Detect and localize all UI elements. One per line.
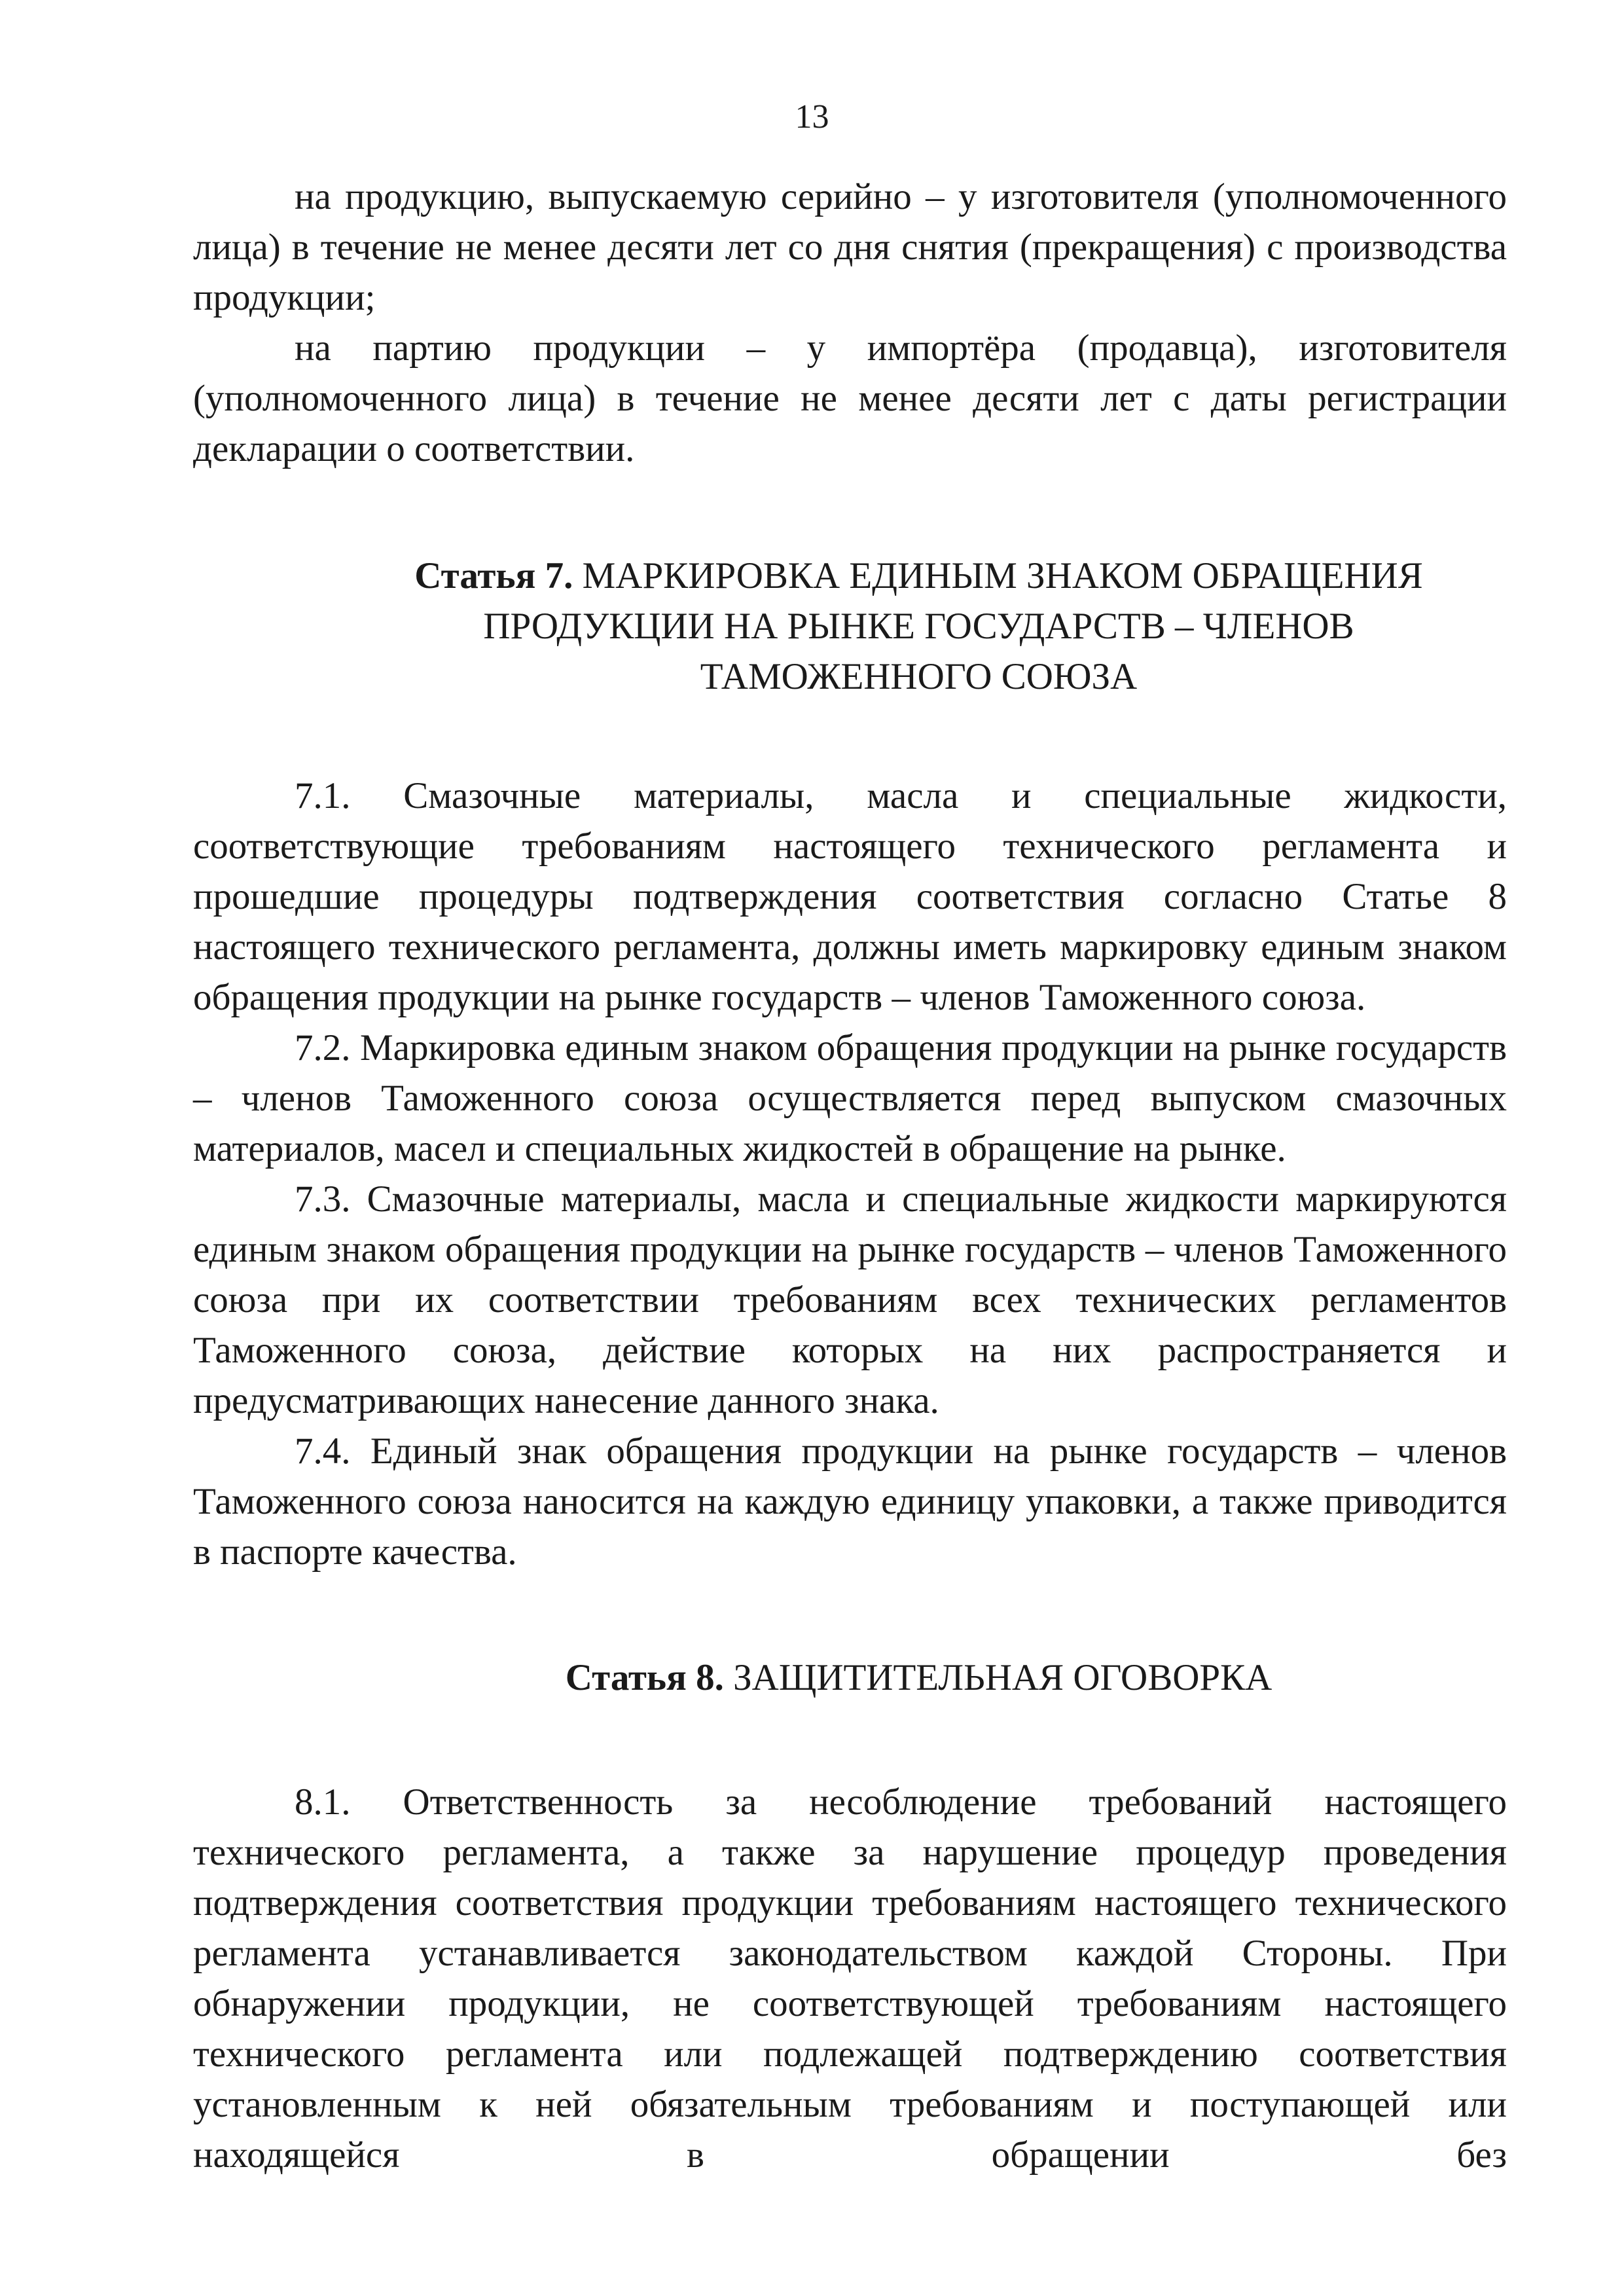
article-7-title-line-3: ТАМОЖЕННОГО СОЮЗА — [700, 656, 1138, 697]
document-body — [193, 172, 1507, 2180]
article-7-heading — [193, 551, 1507, 702]
article-7-label: Статья 7. — [414, 555, 573, 596]
article-8-title: ЗАЩИТИТЕЛЬНАЯ ОГОВОРКА — [733, 1657, 1272, 1698]
clause-7-2: 7.2. Маркировка единым знаком обращения продукции на рынке государств – членов Таможенного союза осуществляется перед выпуском смазочных материалов, масел и специальных жидкостей в обращение на рынке. — [193, 1027, 1507, 1169]
article-7-title-line-2: ПРОДУКЦИИ НА РЫНКЕ ГОСУДАРСТВ – ЧЛЕНОВ — [483, 606, 1354, 647]
paragraph-product-batch: на партию продукции – у импортёра (продавца), изготовителя (уполномоченного лица) в течение не менее десяти лет с даты регистрации декларации о соответствии. — [193, 327, 1507, 469]
article-7-title-line-1: МАРКИРОВКА ЕДИНЫМ ЗНАКОМ ОБРАЩЕНИЯ — [582, 555, 1423, 596]
paragraph-serial-production: на продукцию, выпускаемую серийно – у изготовителя (уполномоченного лица) в течение не менее десяти лет со дня снятия (прекращения) с производства продукции; — [193, 176, 1507, 318]
article-7-heading-line-1 — [383, 551, 1454, 601]
page-number: 13 — [795, 98, 829, 136]
article-8-heading — [193, 1652, 1507, 1703]
clause-8-1: 8.1. Ответственность за несоблюдение требований настоящего технического регламента, а также за нарушение процедур проведения подтверждения соответствия продукции требованиям настоящего технического регламента устанавливается законодательством каждой Стороны. При обнаружении продукции, не соответствующей требованиям настоящего технического регламента или подлежащей подтверждению соответствия установленным к ней обязательным требованиям и поступающей или находящейся в обращении без — [193, 1781, 1507, 2176]
article-8-label: Статья 8. — [565, 1657, 724, 1698]
clause-7-3: 7.3. Смазочные материалы, масла и специальные жидкости маркируются единым знаком обращения продукции на рынке государств – членов Таможенного союза при их соответствии требованиям всех технических регламентов Таможенного союза, действие которых на них распространяется и предусматривающих нанесение данного знака. — [193, 1178, 1507, 1421]
clause-7-1: 7.1. Смазочные материалы, масла и специальные жидкости, соответствующие требованиям настоящего технического регламента и прошедшие процедуры подтверждения соответствия согласно Статье 8 настоящего технического регламента, должны иметь маркировку единым знаком обращения продукции на рынке государств – членов Таможенного союза. — [193, 775, 1507, 1018]
clause-7-4: 7.4. Единый знак обращения продукции на рынке государств – членов Таможенного союза наносится на каждую единицу упаковки, а также приводится в паспорте качества. — [193, 1430, 1507, 1573]
